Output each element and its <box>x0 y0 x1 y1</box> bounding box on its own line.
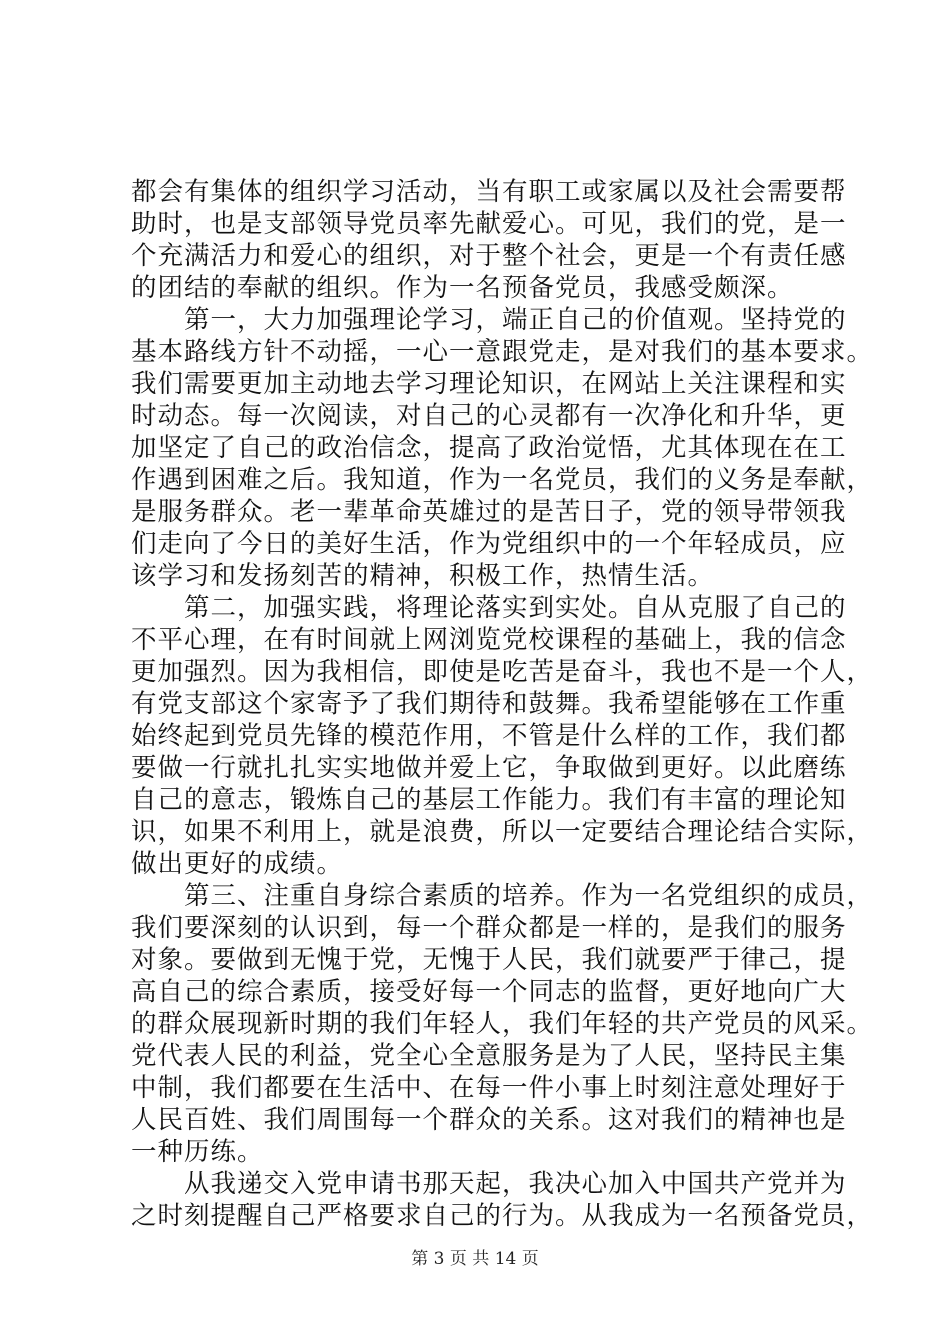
text-line: 的群众展现新时期的我们年轻人，我们年轻的共产党员的风采。 <box>131 1009 874 1039</box>
text-line: 第一，大力加强理论学习，端正自己的价值观。坚持党的 <box>131 305 847 335</box>
text-line: 要做一行就扎扎实实地做并爱上它，争取做到更好。以此磨练 <box>131 753 847 783</box>
text-line: 有党支部这个家寄予了我们期待和鼓舞。我希望能够在工作重 <box>131 689 847 719</box>
text-line: 基本路线方针不动摇，一心一意跟党走，是对我们的基本要求。 <box>131 337 874 367</box>
text-line: 是服务群众。老一辈革命英雄过的是苦日子，党的领导带领我 <box>131 497 847 527</box>
text-line: 们走向了今日的美好生活，作为党组织中的一个年轻成员，应 <box>131 529 847 559</box>
text-line: 自己的意志，锻炼自己的基层工作能力。我们有丰富的理论知 <box>131 785 847 815</box>
text-line: 加坚定了自己的政治信念，提高了政治觉悟，尤其体现在在工 <box>131 433 847 463</box>
text-line: 党代表人民的利益，党全心全意服务是为了人民，坚持民主集 <box>131 1041 847 1071</box>
text-line: 更加强烈。因为我相信，即使是吃苦是奋斗，我也不是一个人， <box>131 657 874 687</box>
text-line: 之时刻提醒自己严格要求自己的行为。从我成为一名预备党员， <box>131 1201 874 1231</box>
text-line: 做出更好的成绩。 <box>131 849 344 879</box>
text-line: 一种历练。 <box>131 1137 264 1167</box>
text-line: 我们要深刻的认识到，每一个群众都是一样的，是我们的服务 <box>131 913 847 943</box>
text-line: 不平心理，在有时间就上网浏览党校课程的基础上，我的信念 <box>131 625 847 655</box>
text-line: 第二，加强实践，将理论落实到实处。自从克服了自己的 <box>131 593 847 623</box>
text-line: 始终起到党员先锋的模范作用，不管是什么样的工作，我们都 <box>131 721 847 751</box>
text-line: 助时，也是支部领导党员率先献爱心。可见，我们的党，是一 <box>131 209 847 239</box>
text-line: 对象。要做到无愧于党，无愧于人民，我们就要严于律己，提 <box>131 945 847 975</box>
text-line: 个充满活力和爱心的组织，对于整个社会，更是一个有责任感 <box>131 241 847 271</box>
text-line: 时动态。每一次阅读，对自己的心灵都有一次净化和升华，更 <box>131 401 847 431</box>
text-line: 从我递交入党申请书那天起，我决心加入中国共产党并为 <box>131 1169 847 1199</box>
text-line: 的团结的奉献的组织。作为一名预备党员，我感受颇深。 <box>131 273 794 303</box>
text-line: 中制，我们都要在生活中、在每一件小事上时刻注意处理好于 <box>131 1073 847 1103</box>
text-line: 识，如果不利用上，就是浪费，所以一定要结合理论结合实际， <box>131 817 874 847</box>
text-line: 作遇到困难之后。我知道，作为一名党员，我们的义务是奉献， <box>131 465 874 495</box>
body-text <box>131 176 874 1232</box>
text-line: 人民百姓、我们周围每一个群众的关系。这对我们的精神也是 <box>131 1105 847 1135</box>
page-number-footer: 第 3 页 共 14 页 <box>411 1249 539 1269</box>
text-line: 我们需要更加主动地去学习理论知识，在网站上关注课程和实 <box>131 369 847 399</box>
text-line: 都会有集体的组织学习活动，当有职工或家属以及社会需要帮 <box>131 177 847 207</box>
text-line: 第三、注重自身综合素质的培养。作为一名党组织的成员， <box>131 881 874 911</box>
text-line: 该学习和发扬刻苦的精神，积极工作，热情生活。 <box>131 561 715 591</box>
text-line: 高自己的综合素质，接受好每一个同志的监督，更好地向广大 <box>131 977 847 1007</box>
